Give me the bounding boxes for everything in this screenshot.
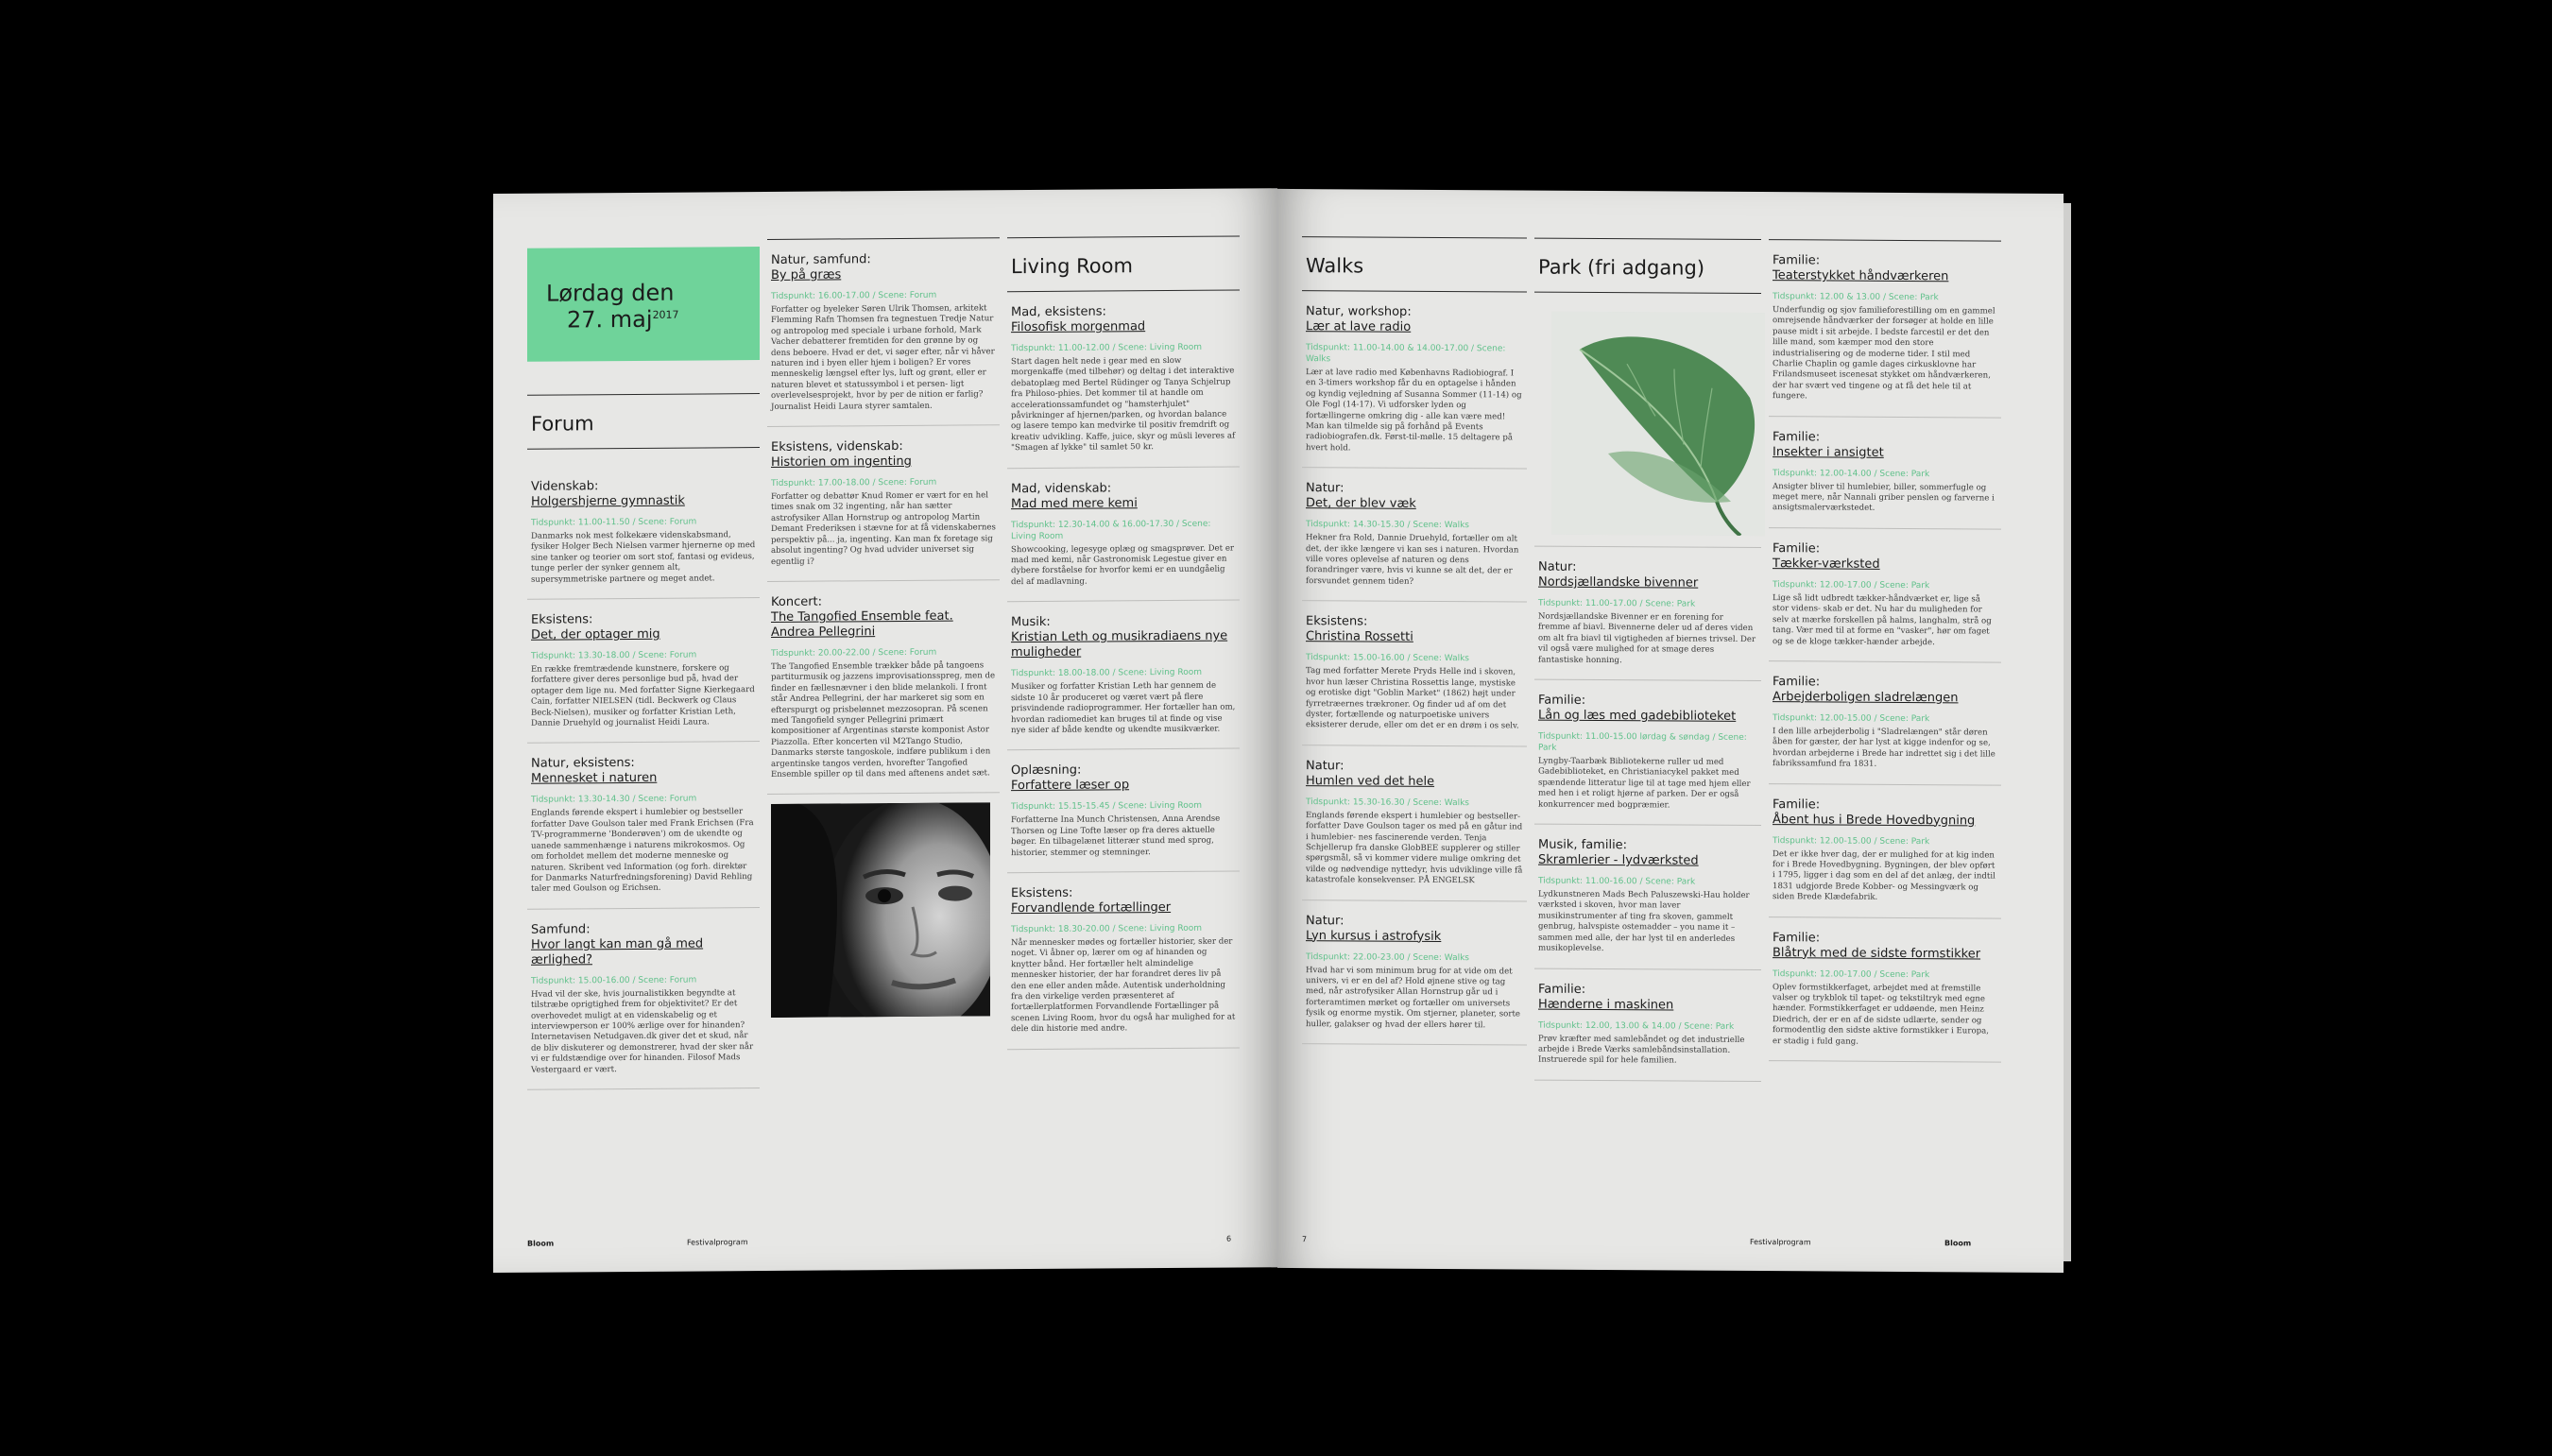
- event-description: Danmarks nok mest folkekære videnskabsmand, fysiker Holger Bech Nielsen varmer hjernerne op med sine tanker og teorier om sort stof, fantasi og evideus, tunge perler der synker gennem alt, supersymmetriske partnere og meget andet.: [531, 530, 756, 585]
- events-col2: [767, 238, 1000, 795]
- event-category: Oplæsning:: [1011, 762, 1082, 779]
- column-living-room: [1007, 235, 1240, 1049]
- event-description: Englands førende ekspert i humlebier og bestseller forfatter Dave Goulson taler med Frank Erichsen (Fra TV-programmerne 'Bonderøven') om de ukendte og uanede sammenhænge i naturens mikrokosmos. Og om forholdet mellem det moderne menneske og naturen. Skribent ved Information (og forh. direktør for Danmarks Naturfredningsforening) David Rehling taler med Goulson og Erichsen.: [531, 807, 754, 895]
- event-item: [767, 425, 1000, 582]
- event-category: Familie:: [1773, 675, 1821, 690]
- events-col6: [1769, 240, 2001, 1063]
- event-item: [1302, 601, 1527, 746]
- event-title: Christina Rossetti: [1306, 629, 1413, 645]
- event-title: Det, der optager mig: [531, 626, 660, 642]
- event-category: Mad, videnskab:: [1011, 481, 1112, 496]
- event-item: [1769, 661, 2001, 785]
- event-description: Det er ikke hver dag, der er mulighed for at kig inden for i Brede Hovedbygning. Bygningen, der blev opført i 1795, ligger i dag som en del af det anlæg, der indtil 1831 udgjorde Brede Kobber- og Messingværk og siden Brede Klædefabrik.: [1773, 848, 1995, 902]
- event-description: Lige så lidt udbredt tækker-håndværket er, lige så stor videns- skab er det. Nu har du muligheden for selv at mærke forskellen på halms, langhalm, strå og tang. Vær med til at forme en "vasker", hør om faget og se de kloge tækker-hænder arbejde.: [1773, 592, 1992, 647]
- event-title: By på græs: [771, 267, 842, 283]
- event-description: Lær at lave radio med Københavns Radiobiograf. I en 3-timers workshop får du en optagelse i hånden og kyndig vejledning af Susanna Sommer (11-14) og Ole Fogl (14-17). Vi udforsker lyden og fortællingerne omkring dig - alle kan være med! Man kan tilmelde sig på forhånd på Events radiobiografen.dk. Først-til-mølle. 15 deltagere på hvert hold.: [1306, 368, 1522, 454]
- event-category: Musik:: [1011, 615, 1051, 630]
- event-title: Humlen ved det hele: [1306, 773, 1435, 789]
- section-title-forum: Forum: [527, 394, 760, 450]
- event-category: Natur, eksistens:: [531, 756, 635, 772]
- event-item: [1007, 290, 1240, 468]
- events-col4: [1302, 291, 1527, 1045]
- event-title: Historien om ingenting: [771, 454, 912, 471]
- event-time: Tidspunkt: 12.00-17.00 / Scene: Park: [1773, 579, 1930, 591]
- event-category: Familie:: [1773, 930, 1821, 945]
- event-title: Arbejderboligen sladrelængen: [1773, 690, 1959, 706]
- event-description: Forfatterne Ina Munch Christensen, Anna Arendse Thorsen og Line Tofte læser op fra deres aktuelle bøger. En tilbagelænet litterær stund med sprog, historier, stemmer og stemninger.: [1011, 814, 1221, 858]
- event-category: Eksistens:: [531, 612, 593, 627]
- event-title: Holgershjerne gymnastik: [531, 493, 685, 509]
- event-description: Tag med forfatter Merete Pryds Helle ind i skoven, hvor hun læser Christina Rossettis lange, mystiske og erotiske digt "Goblin Market" (1862) højt under fyrretræernes trækroner. Og finder ud af om det dyster, fortællende og naturpoetiske univers eksisterer derude, eller om det er en drøm i os selv.: [1306, 666, 1519, 731]
- event-time: Tidspunkt: 12.00-15.00 / Scene: Park: [1773, 713, 1930, 725]
- event-title: Åbent hus i Brede Hovedbygning: [1773, 812, 1976, 828]
- event-category: Eksistens:: [1011, 885, 1073, 901]
- event-category: Familie:: [1773, 429, 1821, 445]
- event-description: Forfatter og debattør Knud Romer er vært for en hel times snak om 32 ingenting, når han sætter astrofysiker Allan Hornstrup og antropolog Martin Demant Frederiksen i stævne for at få videnskabernes perspektiv på... ja, ingenting. Kan man fx foretage sig absolut ingenting? Og hvad udvider universet sig egentlig i?: [771, 490, 996, 567]
- right-page: [1277, 189, 2064, 1273]
- event-description: Når mennesker mødes og fortæller historier, sker der noget. Vi åbner op, lærer om og af hinanden og knytter bånd. Her fortæller helt almindelige mennesker historier, der har forandret deres liv på den ene eller anden måde. Autentisk underholdning fra den virkelige verden præsenteret af fortællerplatformen Forvandlende Fortællinger på scenen Living Room, hvor du også har mulighed for at dele din historie med andre.: [1011, 936, 1236, 1035]
- event-item: [1534, 968, 1761, 1082]
- event-title: Skramlerier - lydværksted: [1538, 852, 1699, 868]
- footer-program-left: Festivalprogram: [687, 1238, 748, 1247]
- event-item: [1302, 900, 1527, 1046]
- event-description: Musiker og forfatter Kristian Leth har gennem de sidste 10 år produceret og været vært på flere prisvindende radioprogrammer. Her fortæller han om, hvordan radiomediet kan bruges til at finde og vise nye sider af både kendte og ukendte musikværker.: [1011, 680, 1236, 736]
- event-time: Tidspunkt: 15.00-16.00 / Scene: Forum: [531, 975, 697, 986]
- event-description: En række fremtrædende kunstnere, forskere og forfattere giver deres personlige bud på, hvad der optager dem lige nu. Med forfatter Signe Kierkegaard Cain, forfatter NIELSEN (tidl. Beckwerk og Claus Beck-Nielsen), musiker og forfatter Kristian Leth, Dannie Druehyld og journalist Heidi Laura.: [531, 663, 755, 728]
- event-time: Tidspunkt: 15.15-15.45 / Scene: Living Room: [1011, 801, 1202, 813]
- event-time: Tidspunkt: 13.30-18.00 / Scene: Forum: [531, 650, 697, 661]
- event-category: Familie:: [1773, 540, 1821, 557]
- event-item: [527, 465, 760, 600]
- column-park: [1534, 238, 1761, 1082]
- event-time: Tidspunkt: 13.30-14.30 / Scene: Forum: [531, 794, 697, 806]
- page-number-right: 7: [1302, 1235, 1308, 1244]
- event-time: Tidspunkt: 22.00-23.00 / Scene: Walks: [1306, 951, 1469, 963]
- event-time: Tidspunkt: 11.00-14.00 & 14.00-17.00 / Scene: Walks: [1306, 343, 1506, 365]
- event-description: Start dagen helt nede i gear med en slow morgenkaffe (med tilbehør) og deltag i det interaktive debatoplæg med Bertel Rüdinger og Tanya Schjelrup fra Philoso-phies. Det kommer til at handle om accelerationssamfundet og "hamsterhjulet" påvirkninger af hjernen/parken, og hvordan balance og lasere tempo kan medvirke til positiv fremdrift og kreativ udvikling. Kaffe, juice, skyr og müsli leveres af "Smagen af lykke" til samlet 50 kr.: [1011, 355, 1236, 454]
- event-title: Tækker-værksted: [1773, 556, 1880, 572]
- leaf-photo: [1551, 312, 1765, 536]
- event-time: Tidspunkt: 11.00-15.00 lørdag & søndag / Scene: Park: [1538, 731, 1747, 753]
- event-category: Familie:: [1773, 797, 1821, 812]
- event-title: Hænderne i maskinen: [1538, 997, 1674, 1012]
- footer-program-right: Festivalprogram: [1750, 1237, 1811, 1247]
- portrait-image: [771, 803, 990, 1019]
- event-item: [1302, 291, 1527, 470]
- event-title: The Tangofied Ensemble feat. Andrea Pellegrini: [771, 608, 953, 640]
- event-title: Insekter i ansigtet: [1773, 444, 1884, 460]
- event-title: Det, der blev væk: [1306, 496, 1416, 512]
- footer-brand-left: Bloom: [527, 1239, 555, 1248]
- newspaper-spread: [493, 194, 2064, 1273]
- event-time: Tidspunkt: 18.30-20.00 / Scene: Living Room: [1011, 923, 1202, 935]
- event-description: I den lille arbejderbolig i "Sladrelængen" står døren åben for gæster, der har lyst at kigge indenfor og se, hvordan arbejderne i Brede har indrettet sig i det lille fabrikssamfund fra 1831.: [1773, 727, 1995, 769]
- event-category: Eksistens, videnskab:: [771, 439, 903, 455]
- event-category: Natur:: [1538, 559, 1577, 574]
- event-time: Tidspunkt: 15.30-16.30 / Scene: Walks: [1306, 797, 1469, 808]
- event-description: Forfatter og byeleker Søren Ulrik Thomsen, arkitekt Flemming Rafn Thomsen fra tegnestuen Tredje Natur og antropolog med speciale i urbane forhold, Mark Vacher debatterer fremtiden for den grønne by og dens beboere. Hvad er det, vi søger efter, når vi håver naturen ind i byen eller hjem i boligen? Er vores menneskelig længsel efter lys, luft og grønt, eller er naturen blevet et statussymbol i et persen- ligt overlevelsesprojekt, hvor by per de nition er farlig? Journalist Heidi Laura styrer samtalen.: [771, 303, 995, 412]
- event-time: Tidspunkt: 20.00-22.00 / Scene: Forum: [771, 647, 937, 659]
- event-item: [1534, 547, 1761, 681]
- event-title: Mennesket i naturen: [531, 771, 658, 787]
- event-title: Blåtryk med de sidste formstikker: [1773, 945, 1981, 962]
- event-item: [767, 238, 1000, 427]
- event-title: Lyn kursus i astrofysik: [1306, 928, 1442, 944]
- events-col1: [527, 465, 760, 1090]
- event-title: Teaterstykket håndværkeren: [1773, 268, 1949, 284]
- event-item: [1007, 749, 1240, 873]
- event-category: Natur:: [1306, 758, 1345, 774]
- event-title: Forvandlende fortællinger: [1011, 899, 1172, 916]
- event-category: Natur, samfund:: [771, 252, 871, 267]
- event-title: Mad med mere kemi: [1011, 495, 1138, 511]
- event-description: Englands førende ekspert i humlebier og bestseller-forfatter Dave Goulson tager os med på en gåtur ind i humlebier- nes fascinerende verden. Tenja Schjellerup fra danske GlobBEE supplerer og stiller spørgsmål, så vi kommer videre mulige omkring det vilde og nødvendige nyttedyr, hvis udviklinge ville få katastrofale konsekvenser. PÅ ENGELSK: [1306, 810, 1523, 886]
- event-time: Tidspunkt: 11.00-16.00 / Scene: Park: [1538, 876, 1696, 887]
- event-time: Tidspunkt: 12.00-14.00 / Scene: Park: [1773, 468, 1930, 479]
- section-title-walks: Walks: [1302, 237, 1527, 292]
- event-category: Familie:: [1773, 253, 1821, 268]
- left-page: [493, 188, 1277, 1273]
- event-category: Koncert:: [771, 594, 823, 609]
- section-title-living-room: Living Room: [1007, 236, 1240, 292]
- event-category: Natur, workshop:: [1306, 304, 1412, 319]
- column-park-2: [1769, 239, 2001, 1063]
- event-description: Underfundig og sjov familieforestilling om en gammel omrejsende håndværker der forsøger at holde en lille pause midt i sit arbejde. I bedste farcestil er det den lille mand, som kæmper mod den store industrialisering og de moderne tider. I stil med Charlie Chaplin og gamle dages cirkusklovne har Frilandsmuseet iscenesat stykket om håndværkeren, der har svært ved tingene og at få det hele til at fungere.: [1773, 305, 1995, 402]
- event-time: Tidspunkt: 12.00-15.00 / Scene: Park: [1773, 835, 1930, 847]
- event-item: [1007, 601, 1240, 751]
- event-category: Musik, familie:: [1538, 837, 1628, 853]
- event-description: Oplev formstikkerfaget, arbejdet med at fremstille valser og trykblok til tapet- og tekstiltryk med egne hænder. Formstikkerfaget er uddøende, men Heinz Diedrich, der er en af de sidste udlærte, sender og formodentlig den sidste aktive formstikker i Europa, er stadig i fuld gang.: [1773, 982, 1989, 1047]
- event-item: [1769, 784, 2001, 919]
- event-description: Hvad har vi som minimum brug for at vide om det univers, vi er en del af? Hold øjnene stive og tag med, når astrofysiker Allan Hornstrup går ud i forteramtimen mørket og fortæller om universets fysik og enorme mystik. Om stjerner, planeter, sorte huller, galakser og hvad der ellers hører til.: [1306, 965, 1520, 1030]
- leaf-image: [1551, 312, 1765, 536]
- event-item: [1007, 871, 1240, 1049]
- event-item: [1302, 745, 1527, 901]
- event-item: [1007, 467, 1240, 602]
- event-time: Tidspunkt: 11.00-12.00 / Scene: Living Room: [1011, 342, 1202, 354]
- event-description: Showcooking, legesyge oplæg og smagsprøver. Det er mad med kemi, når Gastronomisk Legestue giver en dybere forståelse for hvorfor kemi er en uundgåelig del af madlavning.: [1011, 543, 1235, 588]
- event-item: [1769, 528, 2001, 663]
- event-time: Tidspunkt: 11.00-11.50 / Scene: Forum: [531, 517, 697, 528]
- event-category: Mad, eksistens:: [1011, 304, 1106, 320]
- event-title: Kristian Leth og musikradiaens nye muligheder: [1011, 628, 1228, 660]
- event-item: [1769, 240, 2001, 418]
- event-item: [527, 598, 760, 744]
- event-time: Tidspunkt: 12.00-17.00 / Scene: Park: [1773, 968, 1930, 980]
- event-category: Natur:: [1306, 481, 1345, 496]
- events-col3: [1007, 290, 1240, 1049]
- event-item: [1534, 680, 1761, 826]
- page-number-left: 6: [1226, 1234, 1232, 1243]
- event-time: Tidspunkt: 12.30-14.00 & 16.00-17.30 / Scene: Living Room: [1011, 519, 1211, 541]
- event-time: Tidspunkt: 15.00-16.00 / Scene: Walks: [1306, 653, 1469, 664]
- event-title: Nordsjællandske bivenner: [1538, 574, 1699, 591]
- event-item: [1769, 917, 2001, 1063]
- events-col5: [1534, 547, 1761, 1082]
- date-year: 2017: [652, 308, 679, 321]
- event-title: Filosofisk morgenmad: [1011, 319, 1146, 335]
- event-item: [1534, 825, 1761, 970]
- event-time: Tidspunkt: 12.00, 13.00 & 14.00 / Scene: Park: [1538, 1020, 1735, 1032]
- event-time: Tidspunkt: 17.00-18.00 / Scene: Forum: [771, 477, 937, 489]
- event-item: [527, 743, 760, 910]
- section-title-park: Park (fri adgang): [1534, 239, 1761, 294]
- column-walks: [1302, 236, 1527, 1045]
- event-category: Eksistens:: [1306, 614, 1368, 629]
- event-title: Lån og læs med gadebiblioteket: [1538, 708, 1737, 724]
- event-description: Hvad vil der ske, hvis journalistikken begyndte at tilstræbe oprigtighed frem for objektivitet? Er det overhovedet muligt at en videnskabelig og et interviewperson er 100% ærlige over for hinanden? Internetavisen Netudgaven.dk giver det et skud, når de bliv diskuterer og demonstrerer, hvad der sker når vi er fuldstændige over for hinanden. Filosof Mads Vestergaard er vært.: [531, 987, 754, 1075]
- event-category: Videnskab:: [531, 479, 599, 494]
- event-description: Nordsjællandske Bivenner er en forening for fremme af biavl. Bivennerne deler ud af deres viden om alt fra biavl til vigtigheden af biernes trivsel. Der vil også være mulighed for at smage deres fantastiske honning.: [1538, 611, 1756, 665]
- event-time: Tidspunkt: 11.00-17.00 / Scene: Park: [1538, 598, 1696, 609]
- event-title: Hvor langt kan man gå med ærlighed?: [531, 936, 704, 968]
- date-line2: 27. maj$^{2017}$: [567, 305, 679, 334]
- event-description: Prøv kræfter med samlebåndet og det industrielle arbejde i Brede Værks samlebåndsinstallation. Instruerede spil for hele familien.: [1538, 1034, 1745, 1066]
- event-category: Natur:: [1306, 913, 1345, 928]
- event-title: Forfattere læser op: [1011, 778, 1130, 794]
- event-category: Familie:: [1538, 693, 1586, 708]
- footer-brand-right: Bloom: [1944, 1239, 1972, 1248]
- event-category: Familie:: [1538, 982, 1586, 997]
- event-item: [767, 580, 1000, 795]
- column-forum-2: [767, 237, 1000, 1029]
- event-title: Lær at lave radio: [1306, 319, 1412, 334]
- event-time: Tidspunkt: 14.30-15.30 / Scene: Walks: [1306, 520, 1469, 531]
- event-description: Hekner fra Rold, Dannie Druehyld, fortæller om alt det, der ikke længere vi kan ses i naturen. Hvordan ville vores oplevelse af naturen og dens forandringer være, hvis vi kunne se alt det, der er forsvundet gennem tiden?: [1306, 533, 1519, 587]
- event-time: Tidspunkt: 16.00-17.00 / Scene: Forum: [771, 290, 937, 301]
- event-description: Ansigter bliver til humlebier, biller, sommerfugle og meget mere, når Nannali griber penslen og farverne i ansigtsmalerværkstedet.: [1773, 481, 1995, 514]
- portrait-photo: [771, 803, 990, 1019]
- date-box: [527, 247, 760, 362]
- event-item: [1302, 468, 1527, 602]
- event-item: [1769, 417, 2001, 530]
- event-description: The Tangofied Ensemble trækker både på tangoens partiturmusik og jazzens improvisationsspreg, men de finder en fællesnævner i den blide melankoli. I front står Andrea Pellegrini, der har markeret sig som en efterspurgt og prisbelønnet mezzosopran. På scenen med Tangofield synger Pellegrini primært kompositioner af Argentinas største komponist Astor Piazzolla. Efter koncerten vil M2Tango Studio, Danmarks største tangoskole, indføre publikum i den argentinske tangos verden, hvorefter Tangofied Ensemble spiller op til dans med aftenens andet sæt.: [771, 660, 996, 779]
- event-item: [527, 908, 760, 1090]
- event-description: Lyngby-Taarbæk Bibliotekerne ruller ud med Gadebiblioteket, en Christianiacykel pakket med spændende litteratur lige til at tage med hjem eller med hen i et roligt hjørne af parken. Der er også konkurrencer med bogpræmier.: [1538, 756, 1751, 811]
- event-description: Lydkunstneren Mads Bech Paluszewski-Hau holder værksted i skoven, hvor man laver musikinstrumenter af ting fra skoven, gammelt genbrug, halvspiste ostemadder – you name it – sammen med alle, der har lyst til en anderledes musikoplevelse.: [1538, 889, 1750, 954]
- event-category: Samfund:: [531, 922, 591, 937]
- date-line1: Lørdag den: [546, 279, 675, 307]
- column-forum: [527, 247, 760, 1090]
- event-time: Tidspunkt: 18.00-18.00 / Scene: Living Room: [1011, 668, 1202, 679]
- event-time: Tidspunkt: 12.00 & 13.00 / Scene: Park: [1773, 292, 1939, 303]
